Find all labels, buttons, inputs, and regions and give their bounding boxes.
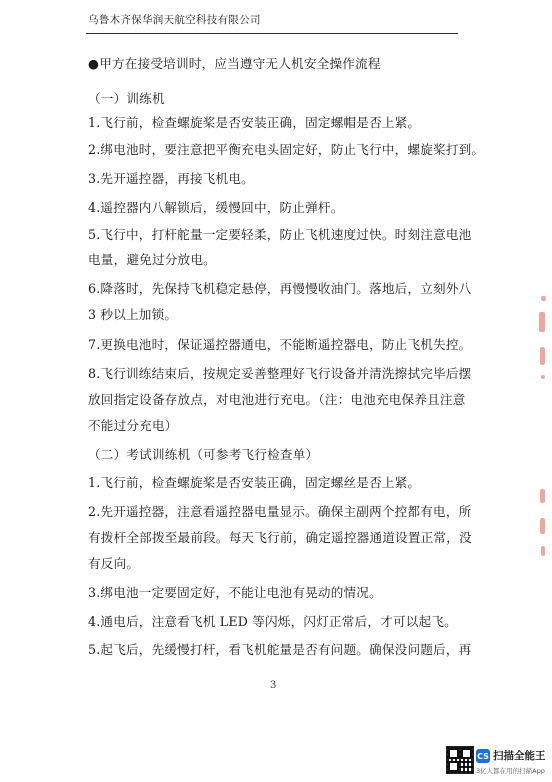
stamp-bleed-mark: [540, 518, 545, 534]
text-line: 6.降落时，先保持飞机稳定悬停，再慢慢收油门。落地后，立刻外八: [88, 281, 472, 296]
scanner-app-logo-icon: CS: [476, 749, 490, 763]
text-line: 8.飞行训练结束后，按规定妥善整理好飞行设备并清洗擦拭完毕后摆: [88, 366, 472, 381]
stamp-bleed-mark: [541, 546, 545, 556]
text-line: 7.更换电池时，保证遥控器通电，不能断遥控器电，防止飞机失控。: [88, 337, 472, 352]
text-line: 5.起飞后，先缓慢打杆，看飞机舵量是否有问题。确保没问题后，再: [88, 642, 472, 657]
text-line: 1.飞行前，检查螺旋桨是否安装正确，固定螺帽是否上紧。: [88, 115, 421, 130]
text-line: 1.飞行前，检查螺旋桨是否安装正确，固定螺丝是否上紧。: [88, 475, 421, 490]
stamp-bleed-mark: [540, 489, 545, 503]
text-line: 4.通电后，注意看飞机 LED 等闪烁，闪灯正常后，才可以起飞。: [88, 614, 457, 629]
text-line: 电量，避免过分放电。: [88, 252, 216, 267]
scanner-app-name: 扫描全能王: [493, 750, 546, 762]
text-line: 3.先开遥控器，再接飞机电。: [88, 171, 254, 186]
text-line: 2.绑电池时，要注意把平衡充电头固定好，防止飞行中，螺旋桨打到。: [88, 142, 485, 157]
stamp-bleed-mark: [541, 375, 545, 379]
text-line: 放回指定设备存放点，对电池进行充电。（注：电池充电保养且注意: [88, 392, 466, 407]
page-number: 3: [270, 680, 277, 691]
text-line: 不能过分充电）: [88, 418, 178, 433]
stamp-bleed-mark: [541, 296, 546, 301]
text-line: ●甲方在接受培训时，应当遵守无人机安全操作流程: [88, 56, 381, 71]
qr-code-icon: [446, 746, 474, 774]
text-line: 有反向。: [88, 556, 140, 571]
text-line: 有拨杆全部拨至最前段。每天飞行前，确定遥控器通道设置正常，没: [88, 530, 472, 545]
text-line: 3.绑电池一定要固定好，不能让电池有晃动的情况。: [88, 585, 382, 600]
section-heading: （二）考试训练机（可参考飞行检查单）: [88, 447, 319, 462]
stamp-bleed-mark: [539, 312, 545, 332]
text-line: 3 秒以上加锁。: [88, 307, 178, 322]
scanner-app-tagline: 3亿人都在用的扫描App: [476, 767, 545, 775]
stamp-bleed-mark: [540, 347, 545, 365]
section-heading: （一）训练机: [88, 91, 165, 106]
header-rule: [86, 33, 458, 34]
text-line: 4.遥控器内八解锁后，缓慢回中，防止弹杆。: [88, 200, 344, 215]
text-line: 5.飞行中，打杆舵量一定要轻柔，防止飞机速度过快。时刻注意电池: [88, 227, 472, 242]
company-header: 乌鲁木齐保华润天航空科技有限公司: [88, 14, 261, 26]
text-line: 2.先开遥控器，注意看遥控器电量显示。确保主副两个控都有电，所: [88, 504, 472, 519]
